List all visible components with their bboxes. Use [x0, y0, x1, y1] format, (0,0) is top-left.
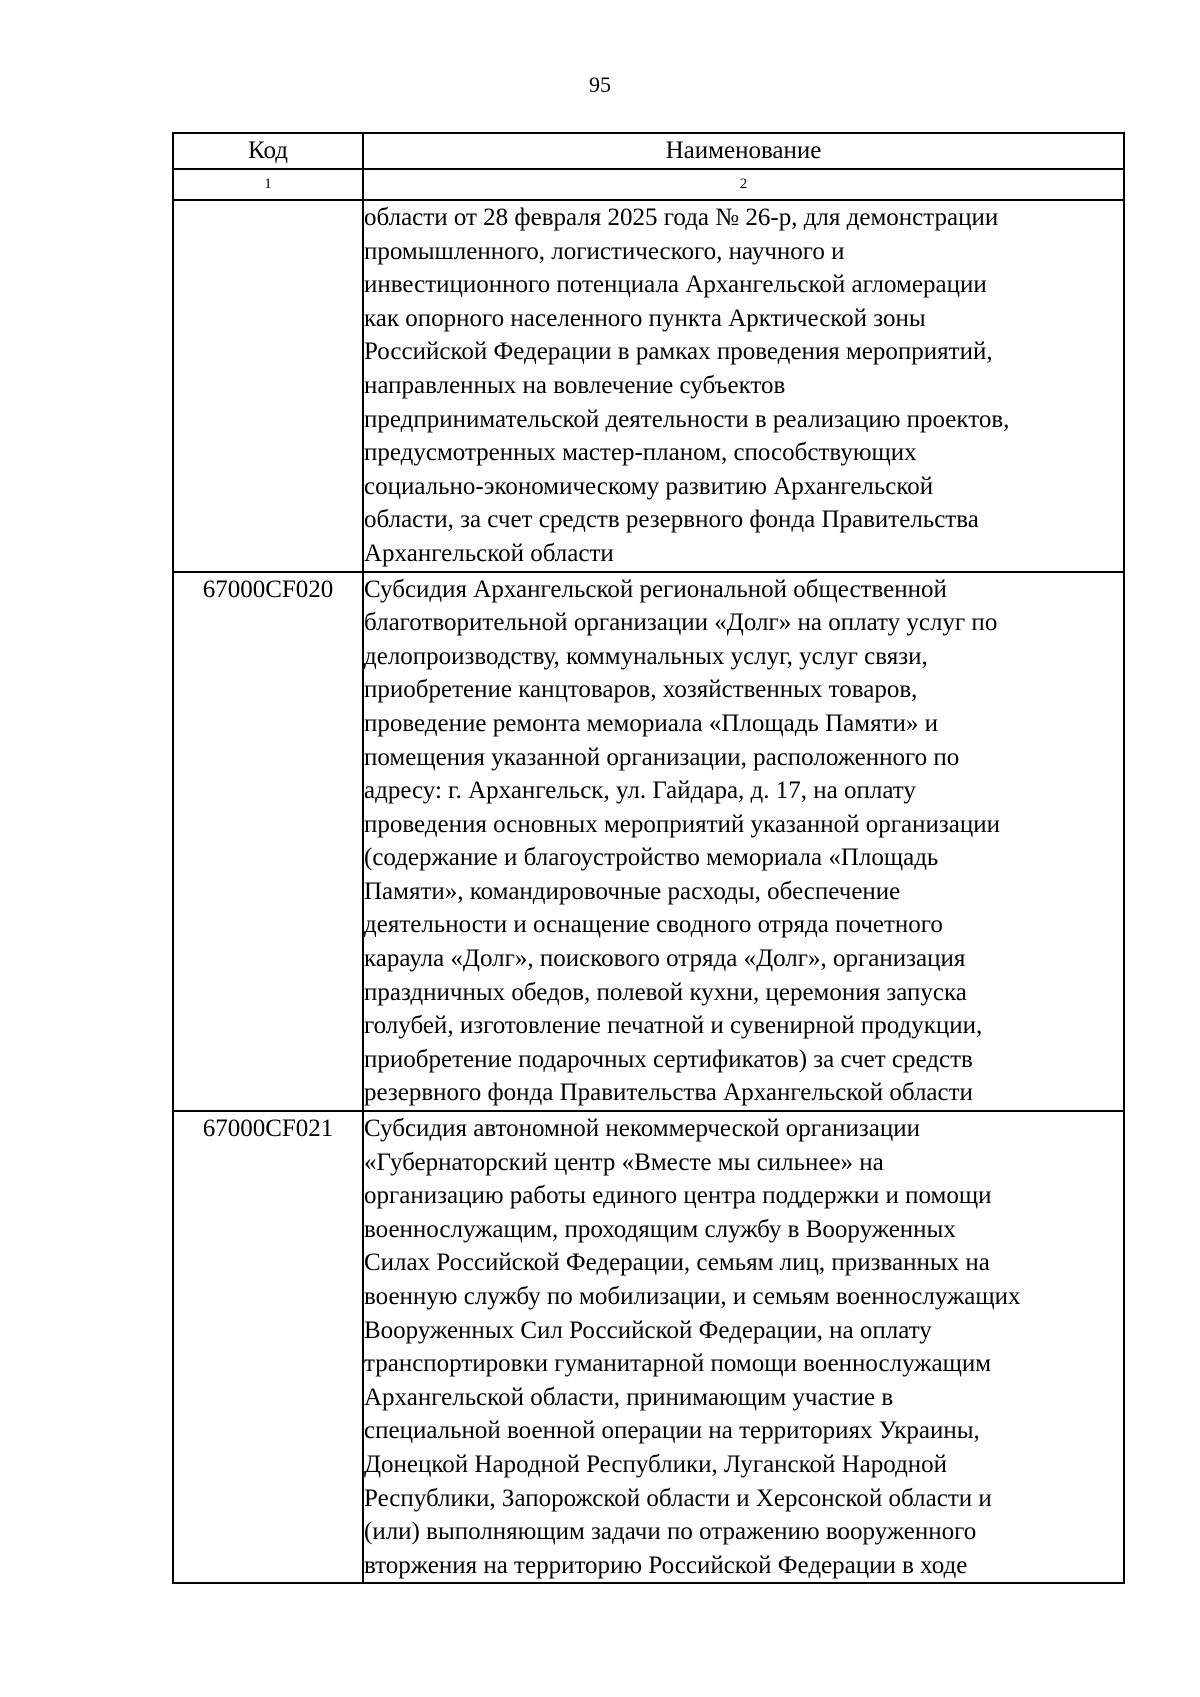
description-line: Архангельской области, принимающим участие в	[364, 1383, 894, 1411]
column-number-1: 1	[173, 169, 363, 200]
description-line: области, за счет средств резервного фонда Правительства	[364, 506, 979, 534]
description-line: как опорного населенного пункта Арктической зоны	[364, 304, 926, 332]
description-line: Архангельской области	[364, 539, 614, 567]
description-line: проведение ремонта мемориала «Площадь Памяти» и	[364, 709, 938, 737]
description-line: приобретение подарочных сертификатов) за счет средств	[364, 1045, 973, 1073]
description-line: предусмотренных мастер-планом, способствующих	[364, 439, 917, 467]
description-line: приобретение канцтоваров, хозяйственных товаров,	[364, 676, 918, 704]
header-code: Код	[173, 133, 363, 169]
description-line: голубей, изготовление печатной и сувенирной продукции,	[364, 1012, 983, 1040]
description-line: Российской Федерации в рамках проведения мероприятий,	[364, 338, 993, 366]
description-line: адресу: г. Архангельск, ул. Гайдара, д. 17, на оплату	[364, 777, 916, 805]
description-line: караула «Долг», поискового отряда «Долг», организация	[364, 945, 966, 973]
description-line: проведения основных мероприятий указанной организации	[364, 810, 1000, 838]
description-line: Вооруженных Сил Российской Федерации, на оплату	[364, 1316, 932, 1344]
description-line: резервного фонда Правительства Архангельской области	[364, 1079, 973, 1107]
page-number: 95	[589, 72, 611, 97]
row-description	[363, 200, 1124, 572]
row-code: 67000CF021	[173, 1111, 363, 1583]
column-number-row	[173, 169, 1124, 200]
description-line: специальной военной операции на территориях Украины,	[364, 1417, 980, 1445]
description-line: Субсидия Архангельской региональной общественной	[364, 575, 947, 603]
column-number-2: 2	[363, 169, 1124, 200]
description-line: делопроизводству, коммунальных услуг, услуг связи,	[364, 642, 928, 670]
description-line: помещения указанной организации, расположенного по	[364, 743, 960, 771]
table-row	[173, 572, 1124, 1112]
table-row	[173, 1111, 1124, 1583]
description-line: Силах Российской Федерации, семьям лиц, призванных на	[364, 1249, 990, 1277]
description-line: Субсидия автономной некоммерческой организации	[364, 1115, 920, 1143]
description-line: социально-экономическому развитию Архангельской	[364, 472, 934, 500]
row-code: 67000CF020	[173, 572, 363, 1112]
description-line: праздничных обедов, полевой кухни, церемония запуска	[364, 978, 967, 1006]
description-line: Донецкой Народной Республики, Луганской Народной	[364, 1450, 948, 1478]
header-name: Наименование	[363, 133, 1124, 169]
description-line: направленных на вовлечение субъектов	[364, 371, 786, 399]
row-description	[363, 1111, 1124, 1583]
description-line: военнослужащим, проходящим службу в Вооруженных	[364, 1215, 956, 1243]
description-line: инвестиционного потенциала Архангельской агломерации	[364, 271, 987, 299]
description-line: «Губернаторский центр «Вместе мы сильнее» на	[364, 1148, 884, 1176]
description-line: транспортировки гуманитарной помощи военнослужащим	[364, 1350, 992, 1378]
description-line: области от 28 февраля 2025 года № 26-р, для демонстрации	[364, 204, 999, 231]
description-line: благотворительной организации «Долг» на оплату услуг по	[364, 609, 998, 637]
description-line: вторжения на территорию Российской Федерации в ходе	[364, 1551, 968, 1579]
description-line: Республики, Запорожской области и Херсонской области и	[364, 1484, 992, 1512]
description-line: промышленного, логистического, научного и	[364, 237, 845, 265]
table-row	[173, 200, 1124, 572]
description-line: организацию работы единого центра поддержки и помощи	[364, 1182, 992, 1210]
header-row	[173, 133, 1124, 169]
description-line: предпринимательской деятельности в реализацию проектов,	[364, 405, 1010, 433]
description-line: деятельности и оснащение сводного отряда почетного	[364, 911, 943, 939]
description-line: (содержание и благоустройство мемориала «Площадь	[364, 844, 939, 872]
row-code	[173, 200, 363, 572]
budget-code-table	[172, 132, 1125, 1584]
description-line: военную службу по мобилизации, и семьям военнослужащих	[364, 1283, 1021, 1310]
row-description	[363, 572, 1124, 1112]
description-line: Памяти», командировочные расходы, обеспечение	[364, 877, 901, 905]
description-line: (или) выполняющим задачи по отражению вооруженного	[364, 1518, 977, 1546]
